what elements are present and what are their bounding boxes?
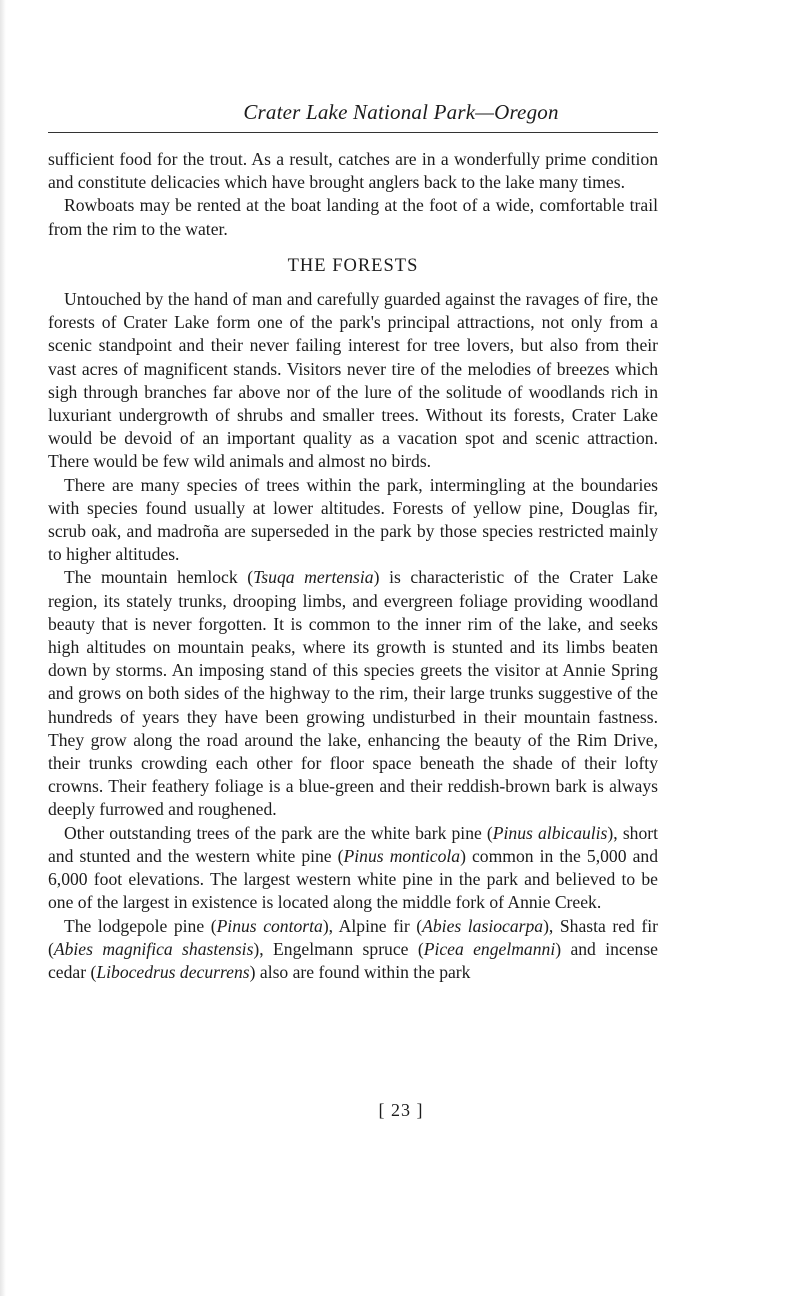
text-run: ) is characteristic of the Crater Lake region, its stately trunks, drooping limbs, and evergreen foliage providing woodland beauty that is never forgotten. It is common to the inner rim of the lake, and seeks high altitudes on mountain peaks, where its growth is stunted and its limbs beaten down by storms. An imposing stand of this species greets the visitor at Annie Spring and grows on both sides of the highway to the rim, their large trunks suggestive of the hundreds of years they have been growing undisturbed in their mountain fastness. They grow along the road around the lake, enhancing the beauty of the Rim Drive, their trunks crowding each other for floor space beneath the shade of their lofty crowns. Their feathery foliage is a blue-green and their reddish-brown bark is always deeply furrowed and roughened. bbox=[48, 567, 658, 820]
species-name: Pinus contorta bbox=[216, 915, 323, 936]
text-run: The lodgepole pine ( bbox=[64, 915, 217, 936]
header-rule bbox=[48, 132, 658, 133]
text-run: ) common in the 5,000 and 6,000 foot elevations. The largest western white pine in the park and believed to be one of the largest in existence is located along the middle fork of Annie Creek. bbox=[48, 845, 658, 913]
text-run: ), Alpine fir ( bbox=[322, 915, 423, 936]
species-name: Libocedrus decurrens bbox=[96, 961, 250, 982]
paragraph-continued: sufficient food for the trout. As a result, catches are in a wonderfully prime condition and constitute delicacies which have brought anglers back to the lake many times. bbox=[48, 149, 658, 193]
paragraph-forests-intro: Untouched by the hand of man and carefully guarded against the ravages of fire, the forests of Crater Lake form one of the park's principal attractions, not only from a scenic standpoint and their never failing interest for tree lovers, but also from their vast acres of magnificent stands. Visitors never tire of the melodies of breezes which sigh through branches far above nor of the lure of the solitude of woodlands rich in luxuriant undergrowth of shrubs and smaller trees. Without its forests, Crater Lake would be devoid of an important quality as a vacation spot and scenic attraction. There would be few wild animals and almost no birds. bbox=[48, 289, 658, 472]
text-run: ), Engelmann spruce ( bbox=[253, 938, 424, 959]
species-name: Abies lasiocarpa bbox=[422, 915, 544, 936]
running-head: Crater Lake National Park—Oregon bbox=[243, 100, 559, 124]
body-text bbox=[48, 148, 658, 984]
text-run: ), short and stunted and the western white pine ( bbox=[48, 822, 659, 866]
section-heading: THE FORESTS bbox=[287, 255, 419, 276]
paragraph-species: There are many species of trees within the park, intermingling at the boundaries with species found usually at lower altitudes. Forests of yellow pine, Douglas fir, scrub oak, and madroña are superseded in the park by those species restricted mainly to higher altitudes. bbox=[48, 474, 658, 565]
paragraph-conifers bbox=[48, 915, 658, 985]
paragraph-rowboats: Rowboats may be rented at the boat landing at the foot of a wide, comfortable trail from the rim to the water. bbox=[48, 195, 658, 239]
page-number: [ 23 ] bbox=[378, 1100, 424, 1120]
text-run: The mountain hemlock ( bbox=[64, 567, 254, 588]
paragraph-hemlock bbox=[48, 566, 658, 821]
text-run: Other outstanding trees of the park are the white bark pine ( bbox=[64, 822, 493, 843]
species-name: Picea engelmanni bbox=[423, 938, 556, 959]
paragraph-pines bbox=[48, 822, 658, 915]
text-run: ) also are found within the park bbox=[249, 961, 471, 982]
text-run: ), Shasta red fir ( bbox=[48, 915, 659, 959]
text-run: ) and incense cedar ( bbox=[48, 938, 658, 982]
species-name: Abies magnifica shastensis bbox=[53, 938, 254, 959]
species-name: Pinus monticola bbox=[343, 845, 461, 866]
species-name: Tsuqa mertensia bbox=[253, 567, 374, 588]
species-name: Pinus albicaulis bbox=[492, 822, 608, 843]
